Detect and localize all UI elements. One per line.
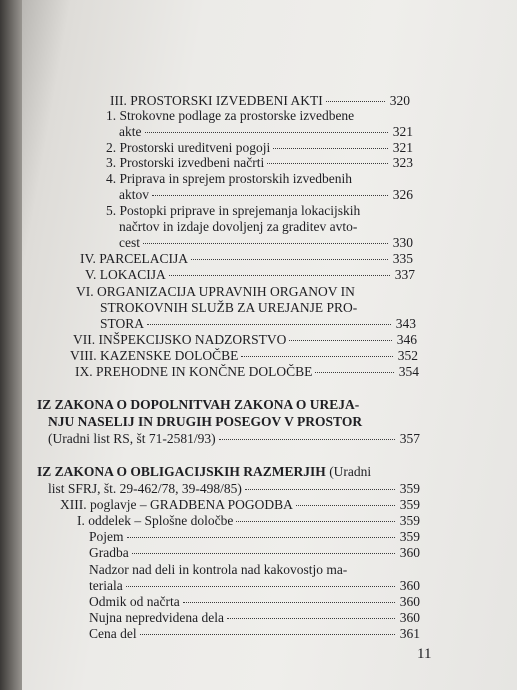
dot-leader xyxy=(236,521,395,522)
toc-entry-iii xyxy=(110,93,410,108)
toc-entry-title: Pojem xyxy=(89,529,124,544)
toc-page-number: 321 xyxy=(392,140,413,155)
toc-page-number: 359 xyxy=(399,497,420,512)
toc-entry-5 xyxy=(119,235,413,250)
toc-page-number: 320 xyxy=(389,93,410,108)
toc-page-number: 357 xyxy=(399,431,420,446)
toc-entry-title: I. oddelek – Splošne določbe xyxy=(77,513,234,528)
dot-leader xyxy=(273,148,388,149)
dot-leader xyxy=(191,259,388,260)
toc-entry-dopolnitve xyxy=(48,431,420,446)
toc-entry-title: akte xyxy=(119,124,142,139)
toc-page-number: 359 xyxy=(399,529,420,544)
dot-leader xyxy=(296,505,395,506)
dot-leader xyxy=(267,163,388,164)
toc-page-number: 346 xyxy=(396,332,417,347)
section-heading-dopolnitve-line2: NJU NASELIJ IN DRUGIH POSEGOV V PROSTOR xyxy=(48,414,363,429)
dot-leader xyxy=(315,372,394,373)
toc-entry-title: VIII. KAZENSKE DOLOČBE xyxy=(70,348,239,363)
toc-entry-4-line1: 4. Priprava in sprejem prostorskih izvedbenih xyxy=(106,171,352,186)
toc-entry-iv xyxy=(80,251,413,266)
dot-leader xyxy=(145,132,389,133)
toc-entry-title: Odmik od načrta xyxy=(89,594,180,609)
section-heading-dopolnitve-line1: IZ ZAKONA O DOPOLNITVAH ZAKONA O UREJA- xyxy=(37,397,360,412)
dot-leader xyxy=(169,275,390,276)
toc-page-number: 343 xyxy=(395,316,416,331)
toc-entry-title: XIII. poglavje – GRADBENA POGODBA xyxy=(60,497,293,512)
toc-entry-5-line1: 5. Postopki priprave in sprejemanja lokacijskih xyxy=(106,203,361,218)
page-number: 11 xyxy=(417,646,432,662)
toc-entry-title: IV. PARCELACIJA xyxy=(80,251,189,266)
toc-page-number: 352 xyxy=(397,348,418,363)
section-heading-source: (Uradni xyxy=(325,464,372,479)
toc-page-number: 360 xyxy=(399,594,420,609)
toc-entry-title: VII. INŠPEKCIJSKO NADZORSTVO xyxy=(73,332,287,347)
toc-entry-cena xyxy=(89,626,420,641)
toc-page-number: 335 xyxy=(392,251,413,266)
dot-leader xyxy=(147,324,391,325)
toc-page-number: 359 xyxy=(399,513,420,528)
toc-entry-obligacijski xyxy=(48,481,420,496)
toc-page-number: 330 xyxy=(392,235,413,250)
toc-entry-3 xyxy=(106,155,413,170)
toc-entry-title: V. LOKACIJA xyxy=(85,267,166,282)
toc-page-number: 337 xyxy=(394,267,415,282)
table-of-contents xyxy=(22,0,517,690)
dot-leader xyxy=(326,101,385,102)
toc-page-number: 321 xyxy=(392,124,413,139)
dot-leader xyxy=(245,489,395,490)
toc-entry-1 xyxy=(119,124,413,139)
toc-entry-vi-line1: VI. ORGANIZACIJA UPRAVNIH ORGANOV IN xyxy=(76,284,355,299)
dot-leader xyxy=(183,602,395,603)
toc-entry-title: STORA xyxy=(100,316,145,331)
toc-entry-title: Nujna nepredvidena dela xyxy=(89,610,224,625)
dot-leader xyxy=(140,634,395,635)
dot-leader xyxy=(132,553,395,554)
toc-entry-title: 3. Prostorski izvedbeni načrti xyxy=(106,155,265,170)
dot-leader xyxy=(289,340,392,341)
toc-entry-title: list SFRJ, št. 29-462/78, 39-498/85) xyxy=(48,481,242,496)
toc-entry-5-line2: načrtov in izdaje dovoljenj za graditev avto- xyxy=(119,219,358,234)
toc-entry-odmik xyxy=(89,594,420,609)
toc-entry-gradba xyxy=(89,545,420,560)
toc-entry-title: teriala xyxy=(89,578,123,593)
toc-entry-v xyxy=(85,267,415,282)
dot-leader xyxy=(152,195,388,196)
toc-entry-4 xyxy=(119,187,413,202)
toc-entry-vi xyxy=(100,316,416,331)
toc-entry-nujna xyxy=(89,610,420,625)
toc-entry-title: Cena del xyxy=(89,626,137,641)
toc-entry-xiii xyxy=(60,497,420,512)
toc-page-number: 360 xyxy=(399,545,420,560)
toc-entry-title: Gradba xyxy=(89,545,129,560)
toc-page-number: 326 xyxy=(392,187,413,202)
dot-leader xyxy=(241,356,393,357)
toc-entry-title: (Uradni list RS, št 71-2581/93) xyxy=(48,431,216,446)
toc-page-number: 360 xyxy=(399,578,420,593)
toc-entry-title: 2. Prostorski ureditveni pogoji xyxy=(106,140,271,155)
toc-entry-title: cest xyxy=(119,235,140,250)
toc-entry-title: IX. PREHODNE IN KONČNE DOLOČBE xyxy=(75,364,313,379)
toc-page-number: 323 xyxy=(392,155,413,170)
toc-entry-viii xyxy=(70,348,418,363)
dot-leader xyxy=(227,618,395,619)
dot-leader xyxy=(219,439,395,440)
book-page xyxy=(22,0,517,690)
toc-entry-nadzor-line1: Nadzor nad deli in kontrola nad kakovostjo ma- xyxy=(89,562,348,577)
toc-page-number: 359 xyxy=(399,481,420,496)
toc-page-number: 360 xyxy=(399,610,420,625)
toc-entry-2 xyxy=(106,140,413,155)
section-heading-obligacijski: IZ ZAKONA O OBLIGACIJSKIH RAZMERJIH xyxy=(37,464,326,479)
dot-leader xyxy=(143,243,388,244)
toc-entry-1-line1: 1. Strokovne podlage za prostorske izvedbene xyxy=(106,108,355,123)
toc-entry-pojem xyxy=(89,529,420,544)
toc-entry-ix xyxy=(75,364,419,379)
toc-entry-title: III. PROSTORSKI IZVEDBENI AKTI xyxy=(110,93,323,108)
toc-entry-vii xyxy=(73,332,417,347)
dot-leader xyxy=(127,537,395,538)
dot-leader xyxy=(126,586,395,587)
toc-page-number: 354 xyxy=(398,364,419,379)
section-heading-obligacijski-line1 xyxy=(37,464,371,479)
toc-entry-title: aktov xyxy=(119,187,149,202)
toc-entry-nadzor xyxy=(89,578,420,593)
toc-page-number: 361 xyxy=(399,626,420,641)
toc-entry-vi-line2: STROKOVNIH SLUŽB ZA UREJANJE PRO- xyxy=(100,300,358,315)
toc-entry-oddelek-1 xyxy=(77,513,420,528)
